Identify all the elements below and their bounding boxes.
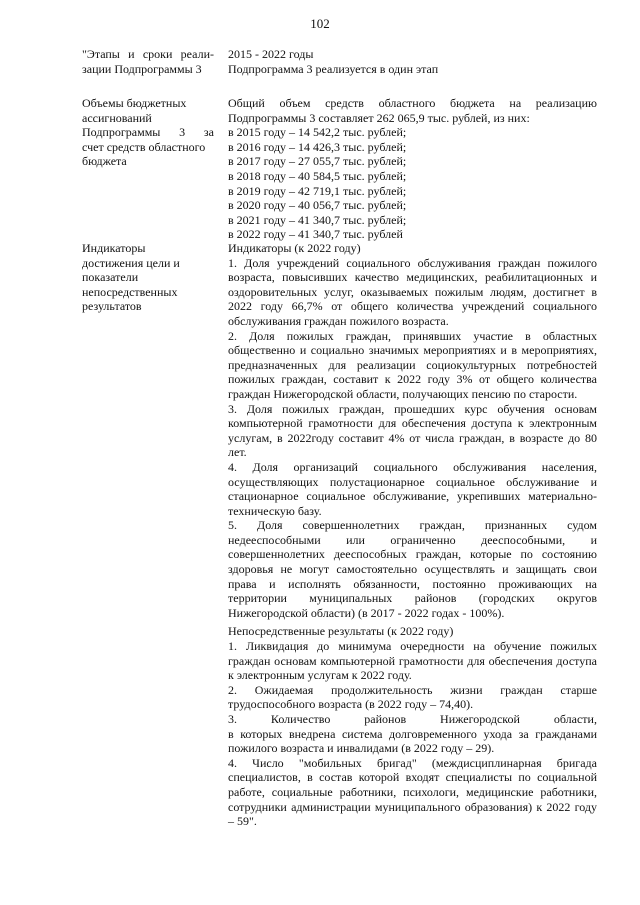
budget-intro: Общий объем средств областного бюджета на реализацию Подпрограммы 3 составляет 262 065,9 тыс. рублей, из них:: [228, 96, 597, 125]
budget-year-line: в 2019 году – 42 719,1 тыс. рублей;: [228, 183, 407, 198]
budget-label-line: бюджета: [82, 154, 127, 169]
indicator-item: 4. Доля организаций социального обслуживания населения, осуществляющих полустационарное социальное обслуживание и стационарное социальное обслуживание, укрепивших материально-техническую базу.: [228, 459, 597, 518]
budget-label-line: Объемы бюджетных ассигнований: [82, 96, 187, 125]
stages-note: Подпрограмма 3 реализуется в один этап: [228, 61, 439, 76]
stages-value: [228, 47, 597, 76]
stages-label: [82, 47, 214, 76]
indicator-item: 2. Доля пожилых граждан, принявших участие в областных общественно и социально значимых мероприятиях и в мероприятиях, предназначенных для реализации социокультурных потребностей пожилых граждан, составит к 2022 году 3% от общего количества граждан Нижегородской области, получающих пенсию по старости.: [228, 328, 597, 401]
result-word: районов: [364, 712, 407, 726]
result-word: Количество: [270, 712, 331, 726]
indicators-label-line: показатели: [82, 270, 139, 285]
result-item-spaced: [228, 712, 597, 727]
budget-year-line: в 2022 году – 41 340,7 тыс. рублей: [228, 227, 403, 242]
indicators-label-line: Индикаторы: [82, 241, 146, 255]
result-word: Нижегородской: [440, 712, 520, 726]
results-heading: Непосредственные результаты (к 2022 году): [228, 624, 454, 639]
budget-year-line: в 2016 году – 14 426,3 тыс. рублей;: [228, 139, 407, 154]
indicators-label-line: достижения цели и: [82, 255, 180, 270]
indicators-label: [82, 241, 214, 314]
budget-year-line: в 2015 году – 14 542,2 тыс. рублей;: [228, 125, 407, 140]
budget-year-line: в 2018 году – 40 584,5 тыс. рублей;: [228, 168, 407, 183]
budget-year-line: в 2017 году – 27 055,7 тыс. рублей;: [228, 154, 407, 169]
budget-year-line: в 2020 году – 40 056,7 тыс. рублей;: [228, 198, 407, 213]
indicators-value: [228, 241, 597, 829]
result-word: области,: [553, 712, 597, 726]
result-item: 1. Ликвидация до минимума очередности на обучение пожилых граждан основам компьютерной грамотности для обеспечения доступа к электронным услугам к 2022 году.: [228, 639, 597, 683]
budget-year-line: в 2021 году – 41 340,7 тыс. рублей;: [228, 212, 407, 227]
result-item: 2. Ожидаемая продолжительность жизни граждан старше трудоспособного возраста (в 2022 году – 74,40).: [228, 682, 597, 712]
indicators-label-line: непосредственных: [82, 284, 178, 299]
result-item: в которых внедрена система долговременного ухода за гражданами пожилого возраста и инвалидами (в 2022 году – 29).: [228, 726, 597, 756]
stages-label-line: "Этапы и сроки реали-: [82, 47, 214, 61]
result-item: 4. Число "мобильных бригад" (междисциплинарная бригада специалистов, в состав которой входят специалисты по социальной работе, социальные работники, психологи, медицинские работники, сотрудники администрации муниципального образования) к 2022 году – 59".: [228, 755, 597, 829]
page-number: 102: [310, 16, 330, 31]
indicator-item: 5. Доля совершеннолетних граждан, признанных судом недееспособными или ограниченно дееспособными, и совершеннолетних дееспособных граждан, которые по состоянию здоровья не могут самостоятельно осуществлять и защищать свои права и исполнять обязанности, постоянно проживающих на территории муниципальных районов (городских округов Нижегородской области) (в 2017 - 2022 годах - 100%).: [228, 518, 597, 620]
budget-label-line: счет средств областного: [82, 139, 206, 154]
budget-value: [228, 96, 597, 242]
indicators-heading: Индикаторы (к 2022 году): [228, 241, 361, 255]
stages-label-line: зации Подпрограммы 3: [82, 61, 202, 76]
indicator-item: 3. Доля пожилых граждан, прошедших курс обучения основам компьютерной грамотности для обеспечения доступа к электронным услугам, в 2022году составит 4% от числа граждан, в возрасте до 80 лет.: [228, 401, 597, 460]
indicator-item: 1. Доля учреждений социального обслуживания граждан пожилого возраста, повысивших качество медицинских, реабилитационных и оздоровительных услуг, оказываемых пожилым людям, достигнет в 2022 году 66,7% от общего количества учреждений социального обслуживания граждан пожилого возраста.: [228, 255, 597, 328]
indicators-label-line: результатов: [82, 299, 142, 314]
stages-period: 2015 - 2022 годы: [228, 47, 314, 61]
budget-label-line: Подпрограммы 3 за: [82, 125, 214, 140]
result-word: 3.: [228, 712, 237, 726]
budget-label: [82, 96, 214, 169]
